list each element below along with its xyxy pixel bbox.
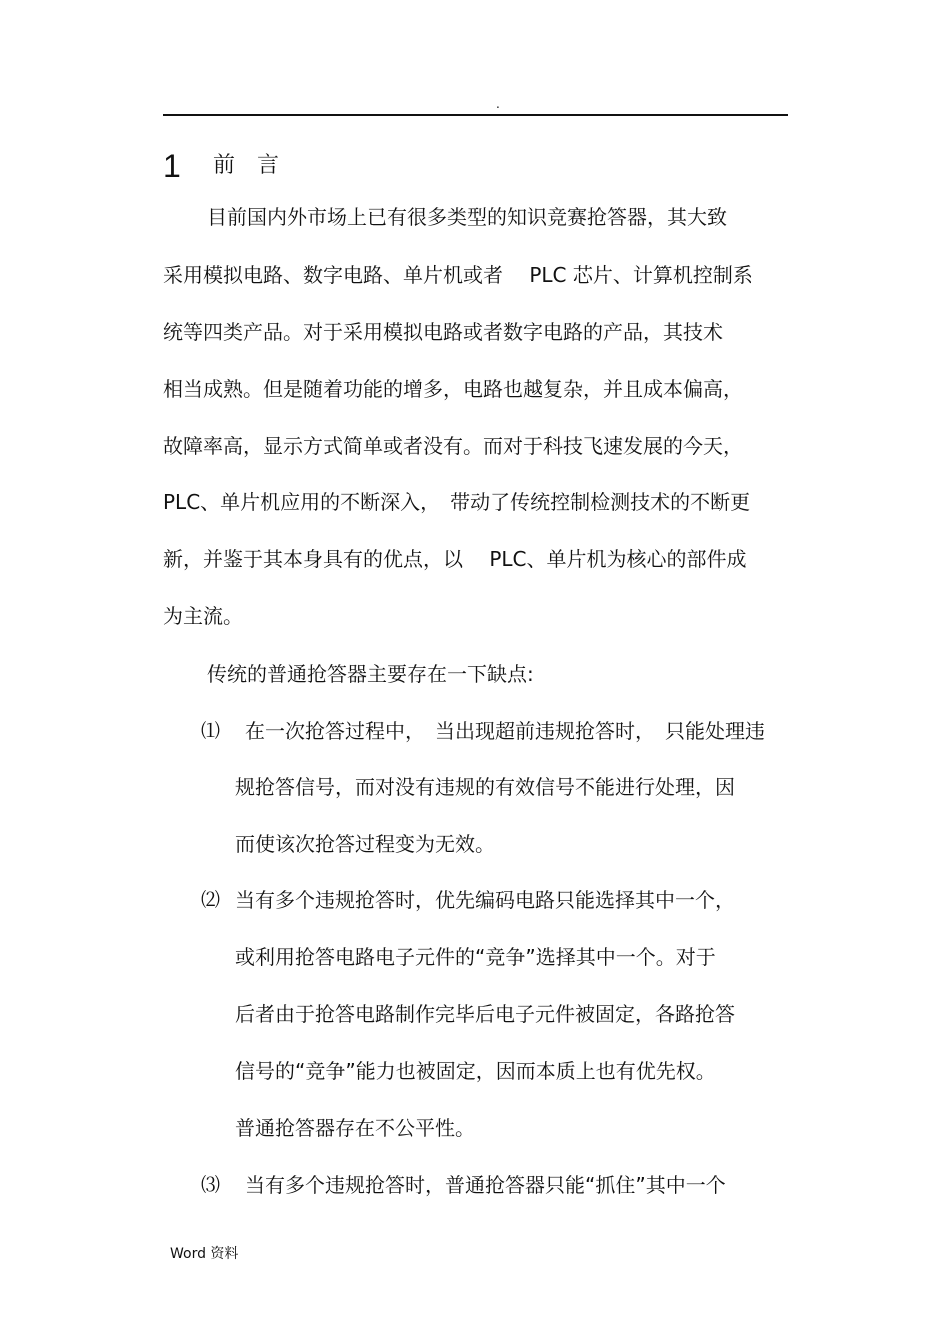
header-mark: .: [496, 97, 500, 111]
paragraph-line: 故障率高，显示方式简单或者没有。而对于科技飞速发展的今天，: [163, 434, 743, 458]
list-item-line: 在一次抢答过程中， 当出现超前违规抢答时， 只能处理违: [245, 719, 765, 743]
list-item-line: 规抢答信号，而对没有违规的有效信号不能进行处理，因: [235, 775, 735, 799]
section-number: 1: [163, 148, 181, 184]
footer-label: Word 资料: [170, 1246, 239, 1262]
list-item-line: 普通抢答器存在不公平性。: [235, 1116, 475, 1140]
paragraph-line: 统等四类产品。对于采用模拟电路或者数字电路的产品，其技术: [163, 320, 723, 344]
list-item-line: 信号的“竞争”能力也被固定，因而本质上也有优先权。: [235, 1059, 716, 1083]
paragraph-line: 相当成熟。但是随着功能的增多，电路也越复杂，并且成本偏高，: [163, 377, 743, 401]
list-item-line: 当有多个违规抢答时，优先编码电路只能选择其中一个，: [235, 888, 735, 912]
list-item-line: 而使该次抢答过程变为无效。: [235, 832, 495, 856]
list-marker: ⑴: [201, 720, 221, 742]
section-title: 前言: [213, 153, 302, 178]
paragraph-line: 新，并鉴于其本身具有的优点，以 PLC、单片机为核心的部件成: [163, 547, 747, 571]
paragraph-line: PLC、单片机应用的不断深入， 带动了传统控制检测技术的不断更: [163, 490, 751, 514]
list-item-line: 当有多个违规抢答时，普通抢答器只能“抓住”其中一个: [245, 1173, 726, 1197]
list-marker: ⑶: [201, 1174, 221, 1196]
paragraph-line: 为主流。: [163, 604, 243, 628]
paragraph-line: 传统的普通抢答器主要存在一下缺点:: [207, 662, 534, 686]
header-rule: [163, 114, 788, 116]
list-item-line: 或利用抢答电路电子元件的“竞争”选择其中一个。对于: [235, 945, 716, 969]
list-marker: ⑵: [201, 889, 221, 911]
paragraph-line: 采用模拟电路、数字电路、单片机或者 PLC 芯片、计算机控制系: [163, 263, 753, 287]
paragraph-line: 目前国内外市场上已有很多类型的知识竞赛抢答器，其大致: [207, 205, 727, 229]
list-item-line: 后者由于抢答电路制作完毕后电子元件被固定，各路抢答: [235, 1002, 735, 1026]
